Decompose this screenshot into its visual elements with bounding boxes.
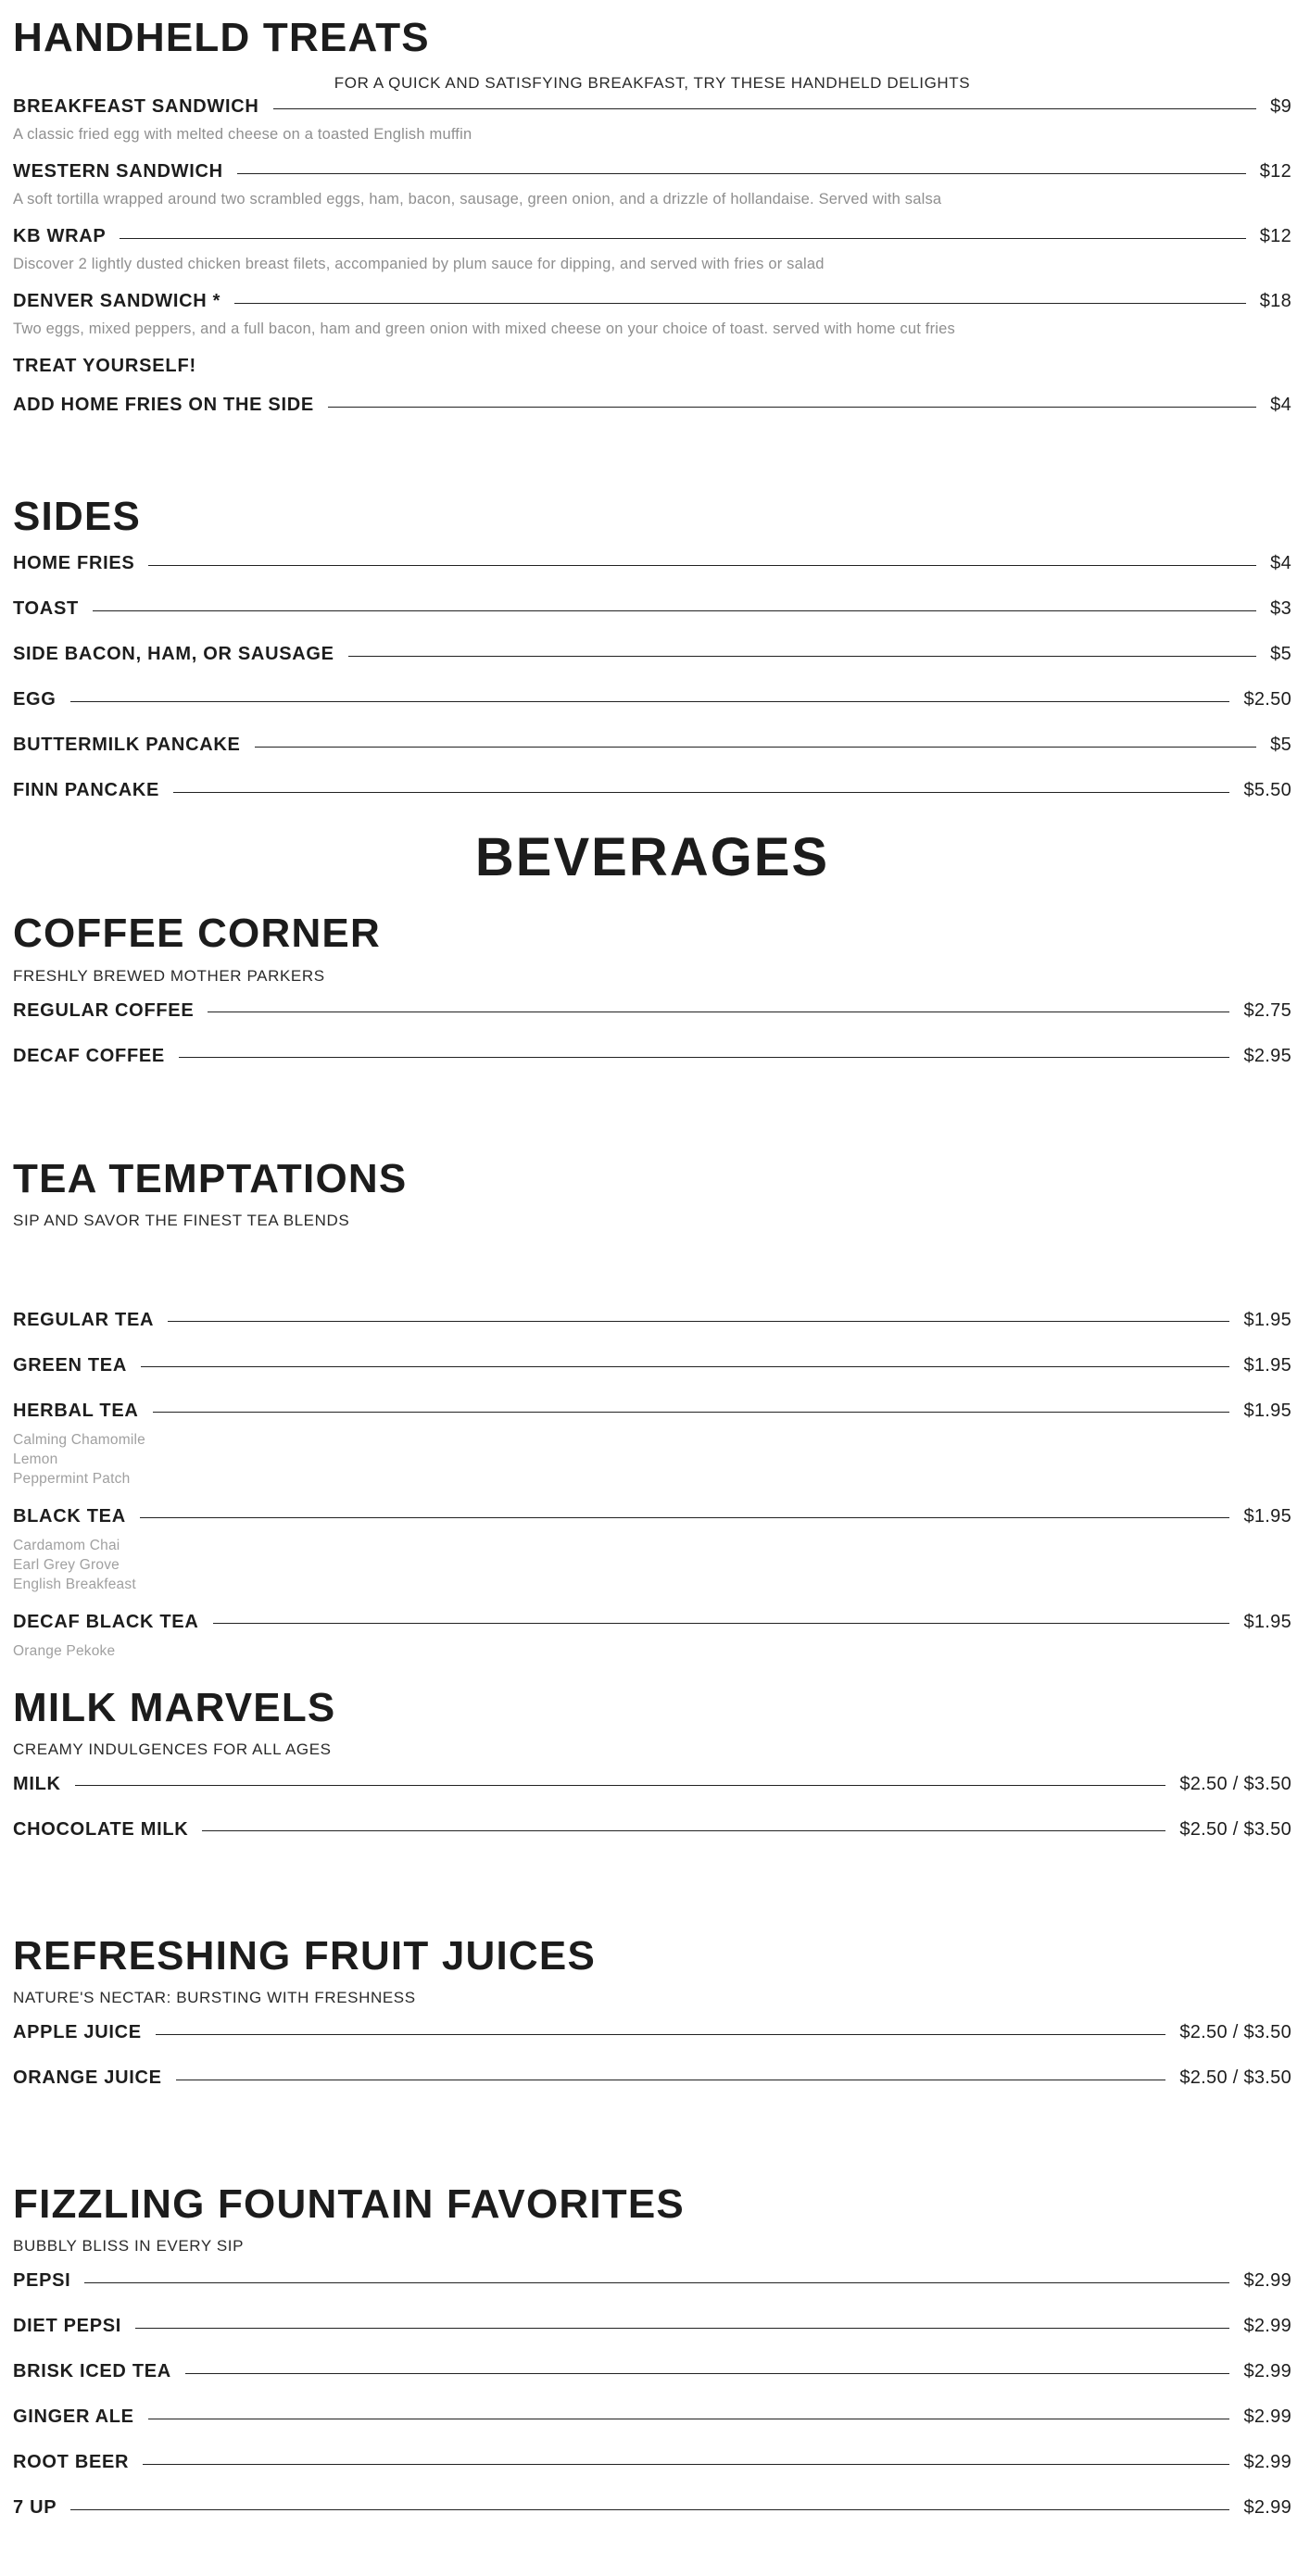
leader-line — [185, 2373, 1230, 2374]
leader-line — [153, 1412, 1230, 1413]
section-items — [13, 553, 1291, 801]
item-price: $12 — [1259, 226, 1291, 247]
section-items — [13, 2270, 1291, 2519]
item-price: $9 — [1270, 96, 1291, 118]
item-price: $2.95 — [1243, 1045, 1291, 1066]
item-price: $2.50 — [1243, 689, 1291, 710]
leader-line — [120, 238, 1245, 239]
leader-line — [143, 2464, 1229, 2465]
leader-line — [135, 2328, 1229, 2329]
menu-item-row — [13, 780, 1291, 801]
menu-item-row — [13, 395, 1291, 416]
item-name: BREAKFEAST SANDWICH — [13, 96, 259, 118]
section-refreshing-fruit-juices — [13, 1933, 1291, 2089]
leader-line — [148, 565, 1256, 566]
item-name: HOME FRIES — [13, 553, 135, 574]
leader-line — [141, 1366, 1229, 1367]
menu-item-row — [13, 1355, 1291, 1376]
section-tea-temptations — [13, 1156, 1291, 1661]
item-description: A classic fried egg with melted cheese on a toasted English muffin — [13, 126, 472, 144]
variant-line: Cardamom Chai — [13, 1537, 120, 1553]
item-name: DENVER SANDWICH * — [13, 291, 221, 312]
item-price: $5 — [1270, 644, 1291, 665]
menu-item-row — [13, 2270, 1291, 2292]
leader-line — [156, 2034, 1165, 2035]
item-name: DIET PEPSI — [13, 2316, 122, 2337]
item-name: CHOCOLATE MILK — [13, 1818, 189, 1840]
menu-item-row — [13, 644, 1291, 665]
section-subtitle: FRESHLY BREWED MOTHER PARKERS — [13, 966, 325, 985]
section-items — [13, 1774, 1291, 1841]
item-name: DECAF COFFEE — [13, 1045, 165, 1066]
menu-item-row — [13, 2361, 1291, 2382]
item-price: $5 — [1270, 735, 1291, 756]
menu-item-row — [13, 1506, 1291, 1527]
section-items — [13, 1310, 1291, 1661]
menu-item-row — [13, 291, 1291, 312]
menu-item-row — [13, 226, 1291, 247]
leader-line — [84, 2282, 1229, 2283]
item-name: TOAST — [13, 598, 79, 620]
item-price: $1.95 — [1243, 1611, 1291, 1632]
leader-line — [173, 792, 1229, 793]
section-heading: HANDHELD TREATS — [13, 15, 430, 60]
menu-item-row — [13, 161, 1291, 182]
item-name: KB WRAP — [13, 226, 107, 247]
item-description: Two eggs, mixed peppers, and a full bacon, ham and green onion with mixed cheese on your choice of toast. served with home cut fries — [13, 320, 955, 338]
item-name: SIDE BACON, HAM, OR SAUSAGE — [13, 644, 334, 665]
leader-line — [75, 1785, 1166, 1786]
section-subtitle: BUBBLY BLISS IN EVERY SIP — [13, 2237, 245, 2256]
section-heading: SIDES — [13, 494, 142, 540]
item-name: FINN PANCAKE — [13, 780, 160, 801]
section-heading: TEA TEMPTATIONS — [13, 1155, 408, 1201]
menu-item-row — [13, 598, 1291, 620]
section-handheld-treats — [13, 15, 1291, 416]
leader-line — [273, 108, 1257, 109]
item-name: REGULAR TEA — [13, 1309, 155, 1330]
item-price: $4 — [1270, 553, 1291, 574]
section-subtitle: NATURE'S NECTAR: BURSTING WITH FRESHNESS — [13, 1989, 416, 2007]
section-heading: FIZZLING FOUNTAIN FAVORITES — [13, 2181, 685, 2228]
item-name: GREEN TEA — [13, 1354, 127, 1376]
variant-line: Orange Pekoke — [13, 1642, 116, 1659]
item-price: $2.75 — [1243, 999, 1291, 1021]
section-beverages-banner — [13, 827, 1291, 888]
menu-item-row — [13, 2022, 1291, 2043]
item-name: BRISK ICED TEA — [13, 2361, 171, 2382]
menu-item-row — [13, 96, 1291, 118]
section-milk-marvels — [13, 1685, 1291, 1841]
section-fizzling-fountain-favorites — [13, 2181, 1291, 2519]
section-sides — [13, 494, 1291, 801]
item-price: $2.50 / $3.50 — [1179, 1773, 1291, 1794]
leader-line — [168, 1321, 1229, 1322]
menu-item-row — [13, 689, 1291, 710]
item-name: MILK — [13, 1773, 61, 1794]
item-name: APPLE JUICE — [13, 2022, 142, 2043]
item-price: $2.99 — [1243, 2406, 1291, 2428]
item-price: $4 — [1270, 395, 1291, 416]
variant-line: Peppermint Patch — [13, 1470, 131, 1487]
leader-line — [213, 1623, 1230, 1624]
section-heading: BEVERAGES — [474, 827, 830, 888]
leader-line — [328, 407, 1256, 408]
item-price: $2.50 / $3.50 — [1179, 1818, 1291, 1840]
menu-item-row — [13, 2497, 1291, 2519]
item-description: Discover 2 lightly dusted chicken breast filets, accompanied by plum sauce for dipping, and served with fries or salad — [13, 256, 825, 273]
item-name: ADD HOME FRIES ON THE SIDE — [13, 395, 314, 416]
menu-item-row — [13, 1000, 1291, 1022]
item-price: $18 — [1259, 291, 1291, 312]
variant-line: English Breakfeast — [13, 1576, 136, 1592]
item-name: ORANGE JUICE — [13, 2067, 162, 2089]
item-name: PEPSI — [13, 2270, 71, 2292]
item-price: $1.95 — [1243, 1309, 1291, 1330]
section-tagline: FOR A QUICK AND SATISFYING BREAKFAST, TRY THESE HANDHELD DELIGHTS — [334, 74, 971, 93]
item-price: $1.95 — [1243, 1354, 1291, 1376]
section-items — [13, 2022, 1291, 2089]
menu-item-row — [13, 2406, 1291, 2428]
item-name: BLACK TEA — [13, 1505, 126, 1527]
menu-item-row — [13, 2316, 1291, 2337]
item-price: $5.50 — [1243, 780, 1291, 801]
section-heading: REFRESHING FRUIT JUICES — [13, 1932, 596, 1979]
leader-line — [234, 303, 1246, 304]
menu-item-row — [13, 1819, 1291, 1841]
menu-item-row — [13, 1046, 1291, 1067]
item-price: $12 — [1259, 161, 1291, 182]
item-variants — [13, 1536, 1291, 1594]
item-price: $2.50 / $3.50 — [1179, 2022, 1291, 2043]
item-price: $3 — [1270, 598, 1291, 620]
item-price: $1.95 — [1243, 1505, 1291, 1527]
leader-line — [70, 2509, 1229, 2510]
item-price: $1.95 — [1243, 1400, 1291, 1421]
menu-item-row — [13, 1310, 1291, 1331]
item-price: $2.99 — [1243, 2316, 1291, 2337]
leader-line — [179, 1057, 1229, 1058]
menu-item-row — [13, 553, 1291, 574]
leader-line — [348, 656, 1256, 657]
section-items — [13, 96, 1291, 416]
leader-line — [93, 610, 1256, 611]
item-price: $2.99 — [1243, 2270, 1291, 2292]
menu-item-row — [13, 2452, 1291, 2473]
item-variants — [13, 1641, 1291, 1661]
section-subtitle: CREAMY INDULGENCES FOR ALL AGES — [13, 1740, 332, 1758]
menu-item-row — [13, 2067, 1291, 2089]
item-name: DECAF BLACK TEA — [13, 1611, 199, 1632]
item-name: REGULAR COFFEE — [13, 999, 195, 1021]
item-price: $2.99 — [1243, 2361, 1291, 2382]
section-coffee-corner — [13, 911, 1291, 1066]
variant-line: Earl Grey Grove — [13, 1556, 120, 1573]
item-price: $2.99 — [1243, 2452, 1291, 2473]
item-price: $2.50 / $3.50 — [1179, 2067, 1291, 2089]
section-heading: MILK MARVELS — [13, 1684, 336, 1730]
item-price: $2.99 — [1243, 2497, 1291, 2519]
variant-line: Lemon — [13, 1451, 58, 1467]
menu-note: TREAT YOURSELF! — [13, 356, 196, 377]
item-name: GINGER ALE — [13, 2406, 134, 2428]
section-subtitle: SIP AND SAVOR THE FINEST TEA BLENDS — [13, 1211, 350, 1229]
item-variants — [13, 1430, 1291, 1489]
item-name: WESTERN SANDWICH — [13, 161, 223, 182]
leader-line — [237, 173, 1246, 174]
menu-item-row — [13, 735, 1291, 756]
item-name: HERBAL TEA — [13, 1400, 139, 1421]
item-name: 7 UP — [13, 2497, 57, 2519]
item-description: A soft tortilla wrapped around two scrambled eggs, ham, bacon, sausage, green onion, and a drizzle of hollandaise. Served with salsa — [13, 191, 942, 208]
variant-line: Calming Chamomile — [13, 1431, 145, 1448]
menu-item-row — [13, 1401, 1291, 1422]
leader-line — [255, 747, 1257, 748]
leader-line — [202, 1830, 1165, 1831]
section-heading: COFFEE CORNER — [13, 911, 381, 957]
item-name: ROOT BEER — [13, 2452, 130, 2473]
section-items — [13, 1000, 1291, 1067]
item-name: EGG — [13, 689, 57, 710]
menu-item-row — [13, 1774, 1291, 1795]
leader-line — [140, 1517, 1230, 1518]
leader-line — [70, 701, 1230, 702]
menu-item-row — [13, 1612, 1291, 1633]
item-name: BUTTERMILK PANCAKE — [13, 735, 241, 756]
